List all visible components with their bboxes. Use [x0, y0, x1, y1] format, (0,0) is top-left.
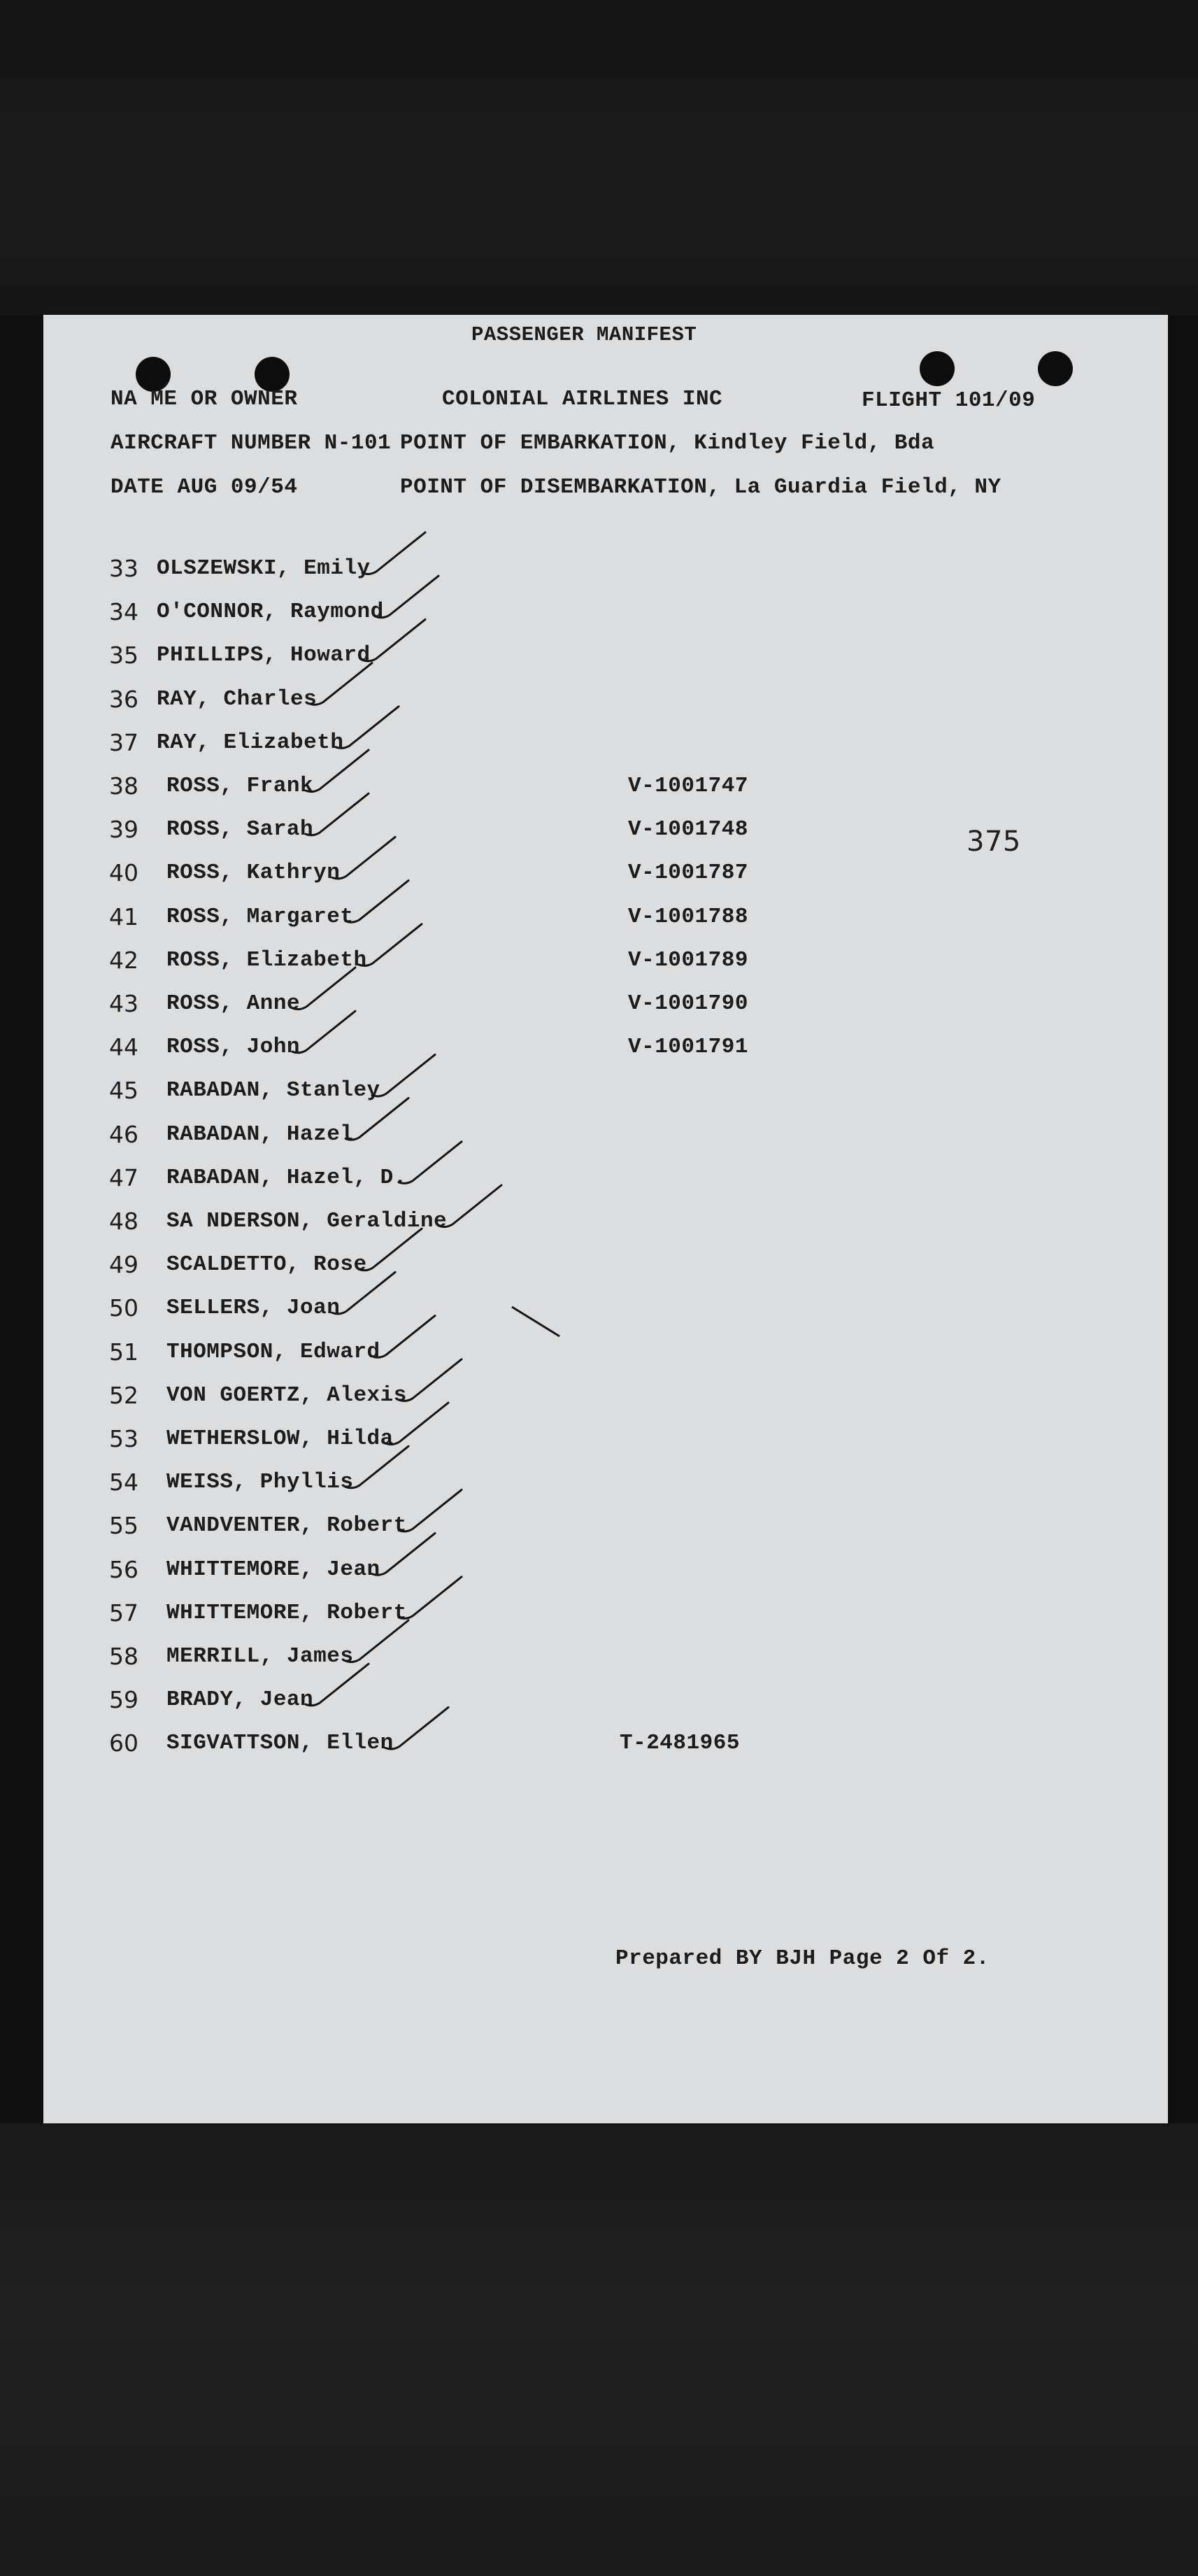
- passenger-number: 45: [109, 1077, 138, 1104]
- ticket-number: V-1001791: [628, 1035, 748, 1059]
- passenger-name: RABADAN, Hazel, D.: [166, 1166, 407, 1190]
- passenger-number: 57: [109, 1599, 138, 1627]
- manifest-title: PASSENGER MANIFEST: [471, 323, 697, 346]
- passenger-name: RABADAN, Stanley: [166, 1078, 380, 1103]
- passenger-name: WHITTEMORE, Robert: [166, 1601, 407, 1625]
- passenger-number: 44: [109, 1033, 138, 1061]
- passenger-number: 36: [109, 686, 138, 713]
- punch-hole-right-1: [920, 351, 955, 386]
- passenger-name: ROSS, Frank: [166, 774, 314, 798]
- ticket-number: T-2481965: [620, 1731, 740, 1755]
- passenger-name: ROSS, Sarah: [166, 817, 314, 842]
- passenger-name: SELLERS, Joan: [166, 1296, 341, 1320]
- passenger-name: VON GOERTZ, Alexis: [166, 1383, 407, 1408]
- ticket-number: V-1001790: [628, 991, 748, 1016]
- passenger-number: 51: [109, 1338, 138, 1366]
- passenger-number: 41: [109, 903, 138, 930]
- ticket-number: V-1001789: [628, 948, 748, 972]
- passenger-number: 37: [109, 729, 138, 756]
- passenger-name: RABADAN, Hazel: [166, 1122, 354, 1147]
- aircraft-number: AIRCRAFT NUMBER N-101: [110, 431, 392, 455]
- passenger-name: WHITTEMORE, Jean: [166, 1557, 380, 1582]
- manifest-page: [43, 315, 1168, 2123]
- passenger-number: 46: [109, 1121, 138, 1148]
- passenger-number: 53: [109, 1425, 138, 1452]
- passenger-name: ROSS, John: [166, 1035, 301, 1059]
- passenger-name: ROSS, Anne: [166, 991, 301, 1016]
- passenger-number: 59: [109, 1686, 138, 1713]
- passenger-number: 38: [109, 772, 138, 800]
- passenger-name: SIGVATTSON, Ellen: [166, 1731, 394, 1755]
- passenger-number: 42: [109, 947, 138, 974]
- passenger-name: RAY, Elizabeth: [157, 730, 344, 755]
- ticket-number: V-1001788: [628, 905, 748, 929]
- passenger-name: ROSS, Kathryn: [166, 861, 341, 885]
- passenger-name: O'CONNOR, Raymond: [157, 600, 384, 624]
- microfilm-bottom-border: [0, 2123, 1198, 2576]
- passenger-number: 50: [109, 1294, 138, 1322]
- passenger-name: VANDVENTER, Robert: [166, 1513, 407, 1538]
- passenger-number: 60: [109, 1729, 138, 1757]
- passenger-number: 54: [109, 1469, 138, 1496]
- owner-label: NA ME OR OWNER: [110, 387, 298, 411]
- point-of-embarkation: POINT OF EMBARKATION, Kindley Field, Bda: [400, 431, 935, 455]
- passenger-name: PHILLIPS, Howard: [157, 643, 371, 667]
- passenger-name: RAY, Charles: [157, 687, 318, 712]
- owner-value: COLONIAL AIRLINES INC: [442, 387, 723, 411]
- passenger-number: 35: [109, 642, 138, 669]
- passenger-number: 33: [109, 555, 138, 582]
- passenger-name: ROSS, Margaret: [166, 905, 354, 929]
- passenger-name: OLSZEWSKI, Emily: [157, 556, 371, 581]
- passenger-number: 47: [109, 1164, 138, 1191]
- passenger-name: ROSS, Elizabeth: [166, 948, 367, 972]
- passenger-name: SCALDETTO, Rose: [166, 1252, 367, 1277]
- flight-number: FLIGHT 101/09: [862, 388, 1036, 413]
- prepared-by-footer: Prepared BY BJH Page 2 Of 2.: [615, 1946, 990, 1971]
- passenger-number: 48: [109, 1208, 138, 1235]
- passenger-number: 49: [109, 1251, 138, 1278]
- passenger-name: MERRILL, James: [166, 1644, 354, 1669]
- manifest-date: DATE AUG 09/54: [110, 475, 298, 500]
- passenger-number: 55: [109, 1512, 138, 1539]
- passenger-number: 40: [109, 859, 138, 886]
- passenger-number: 58: [109, 1643, 138, 1670]
- punch-hole-right-2: [1038, 351, 1073, 386]
- passenger-name: SA NDERSON, Geraldine: [166, 1209, 448, 1233]
- passenger-number: 39: [109, 816, 138, 843]
- passenger-name: WEISS, Phyllis: [166, 1470, 354, 1494]
- passenger-name: BRADY, Jean: [166, 1687, 314, 1712]
- point-of-disembarkation: POINT OF DISEMBARKATION, La Guardia Field, NY: [400, 475, 1001, 500]
- passenger-number: 34: [109, 598, 138, 625]
- passenger-number: 43: [109, 990, 138, 1017]
- ticket-number: V-1001747: [628, 774, 748, 798]
- passenger-number: 56: [109, 1556, 138, 1583]
- stamp-number: 375: [967, 826, 1021, 858]
- microfilm-top-border: [0, 0, 1198, 315]
- ticket-number: V-1001787: [628, 861, 748, 885]
- passenger-name: THOMPSON, Edward: [166, 1340, 380, 1364]
- ticket-number: V-1001748: [628, 817, 748, 842]
- passenger-name: WETHERSLOW, Hilda: [166, 1427, 394, 1451]
- passenger-number: 52: [109, 1382, 138, 1409]
